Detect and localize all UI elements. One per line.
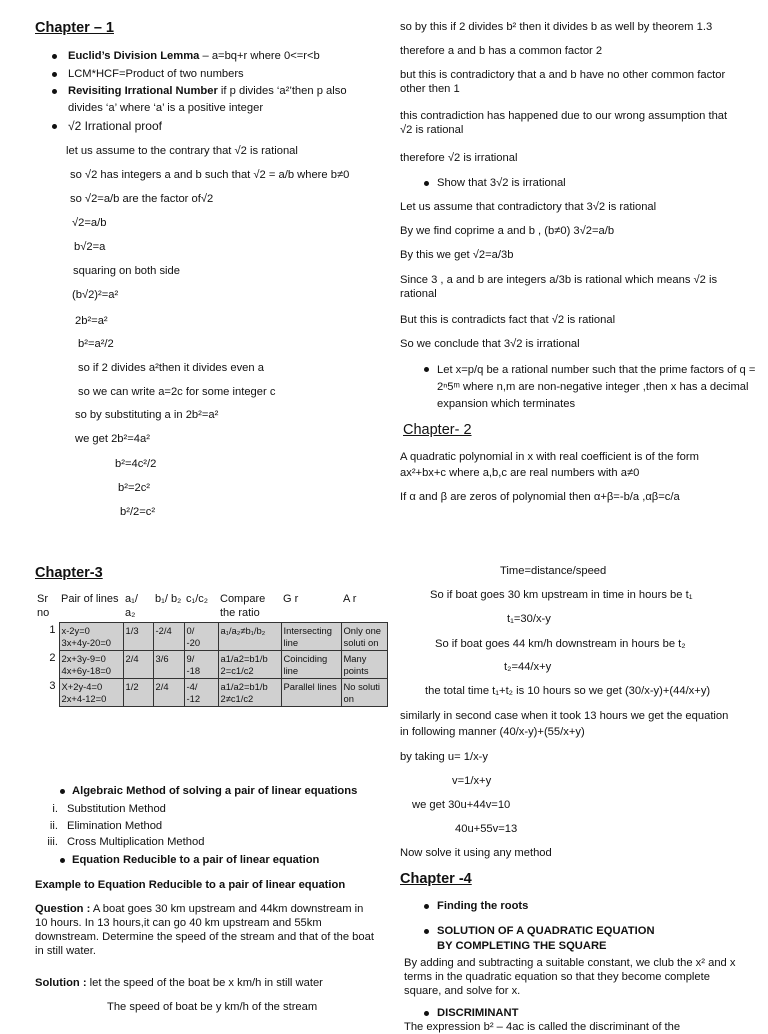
solution-line: The speed of boat be y km/h of the stream (107, 1001, 318, 1013)
boat-line: So if boat goes 30 km upstream in time in hours be t₁ (430, 589, 693, 601)
substitution-line: 40u+55v=13 (455, 823, 518, 835)
proof-line: So we conclude that 3√2 is irrational (400, 338, 580, 350)
proof-line: so √2=a/b are the factor of√2 (70, 193, 214, 205)
header-cell: Compare the ratio (220, 593, 266, 619)
bullet (52, 54, 57, 59)
chapter-1-heading: Chapter – 1 (35, 20, 114, 36)
b-ratio-cell: 3/6 (153, 651, 184, 679)
proof-line: b²/2=c² (120, 506, 156, 518)
bullet (52, 124, 57, 129)
proof-paragraph: Since 3 , a and b are integers a/3b is rational which means √2 is rational (400, 274, 718, 300)
compare-cell: a1/a2=b1/b 2≠c1/c2 (218, 679, 281, 707)
revisiting-irrational-item-cont: divides ‘a’ where ‘a’ is a positive integer (68, 102, 264, 114)
second-case-paragraph: similarly in second case when it took 13 hours we get the equation in following manner (40/x-y)+(55/x+y) (400, 710, 729, 738)
pair-cell: X+2y-4=0 2x+4-12=0 (59, 679, 123, 707)
chapter-3-heading: Chapter-3 (35, 565, 103, 581)
boat-line: Time=distance/speed (500, 565, 607, 577)
pair-cell: x-2y=0 3x+4y-20=0 (59, 623, 123, 651)
proof-line: we get 2b²=4a² (75, 433, 150, 445)
algebra-cell: Many points (341, 651, 387, 679)
list-number: iii. (47, 836, 58, 848)
proof-line: let us assume to the contrary that √2 is rational (66, 145, 298, 157)
header-cell: c₁/c₂ (186, 593, 209, 605)
a-ratio-cell: 1/2 (123, 679, 153, 707)
compare-cell: a₁/a₂≠b₁/b₂ (218, 623, 281, 651)
sr-cell: 2 (49, 651, 56, 664)
proof-line: (b√2)²=a² (72, 289, 119, 301)
bullet (60, 858, 65, 863)
proof-line: By we find coprime a and b , (b≠0) 3√2=a/b (400, 225, 615, 237)
linear-pairs-table (35, 590, 388, 707)
bullet (424, 904, 429, 909)
euclid-lemma-item: Euclid’s Division Lemma – a=bq+r where 0<=r<b (68, 50, 320, 62)
bullet (424, 367, 429, 372)
a-ratio-cell: 1/3 (123, 623, 153, 651)
header-cell: a₁/ a₂ (125, 593, 138, 619)
zeros-relation-line: If α and β are zeros of polynomial then α+β=-b/a ,αβ=c/a (400, 491, 680, 503)
proof-line: b√2=a (74, 241, 106, 253)
proof-line: so we can write a=2c for some integer c (78, 386, 276, 398)
discriminant-paragraph: The expression b² – 4ac is called the discriminant of the (404, 1021, 681, 1033)
proof-paragraph: but this is contradictory that a and b have no other common factor other then 1 (400, 69, 726, 95)
graph-cell: Intersecting line (281, 623, 341, 651)
pair-cell: 2x+3y-9=0 4x+6y-18=0 (59, 651, 123, 679)
method-item: Substitution Method (67, 803, 166, 815)
substitution-line: Now solve it using any method (400, 847, 552, 859)
proof-line: b²=4c²/2 (115, 458, 157, 470)
root2-proof-item: √2 Irrational proof (68, 119, 162, 133)
question-paragraph: Question : A boat goes 30 km upstream and 44km downstream in 10 hours. In 13 hours,it can go 40 km upstream and 55km downstream. Determine the speed of the stream and that of the boat in still water. (35, 903, 374, 957)
compare-cell: a1/a2=b1/b 2=c1/c2 (218, 651, 281, 679)
boat-line: So if boat goes 44 km/h downstream in hours be t₂ (435, 638, 686, 650)
c-ratio-cell: 0/ -20 (184, 623, 218, 651)
bullet (424, 929, 429, 934)
proof-line: √2=a/b (72, 217, 107, 229)
discriminant-item: DISCRIMINANT (437, 1007, 519, 1019)
c-ratio-cell: 9/ -18 (184, 651, 218, 679)
list-number: ii. (49, 820, 58, 832)
substitution-line: v=1/x+y (452, 775, 492, 787)
terminating-decimal-item: Let x=p/q be a rational number such that the prime factors of q = 2ⁿ5ᵐ where n,m are non-negative integer ,then x has a decimal expansion which terminates (437, 364, 756, 410)
boat-line: t₂=44/x+y (504, 661, 552, 673)
proof-line: therefore a and b has a common factor 2 (400, 45, 603, 57)
header-cell: A r (343, 593, 357, 605)
method-item: Cross Multiplication Method (67, 836, 205, 848)
graph-cell: Coinciding line (281, 651, 341, 679)
substitution-line: we get 30u+44v=10 (412, 799, 511, 811)
proof-line: b²=2c² (118, 482, 151, 494)
proof-line: so √2 has integers a and b such that √2 = a/b where b≠0 (70, 169, 350, 181)
reducible-equation-item: Equation Reducible to a pair of linear equation (72, 854, 320, 866)
graph-cell: Parallel lines (281, 679, 341, 707)
algebra-cell: Only one soluti on (341, 623, 387, 651)
finding-roots-item: Finding the roots (437, 900, 529, 912)
table-header-row (35, 590, 387, 623)
proof-line: But this is contradicts fact that √2 is rational (400, 314, 616, 326)
algebra-cell: No soluti on (341, 679, 387, 707)
proof-line: squaring on both side (73, 265, 180, 277)
table-row (35, 679, 387, 707)
header-cell: Pair of lines (61, 593, 119, 605)
sr-cell: 3 (49, 679, 56, 692)
bullet (52, 72, 57, 77)
algebraic-method-item: Algebraic Method of solving a pair of linear equations (72, 785, 358, 797)
b-ratio-cell: 2/4 (153, 679, 184, 707)
completing-square-item-cont: BY COMPLETING THE SQUARE (437, 940, 607, 952)
revisiting-irrational-item: Revisiting Irrational Number if p divides ‘a²’then p also (68, 85, 347, 97)
quadratic-polynomial-paragraph: A quadratic polynomial in x with real coefficient is of the form ax²+bx+c where a,b,c are real numbers with a≠0 (400, 451, 699, 479)
bullet (60, 789, 65, 794)
proof-line: 2b²=a² (75, 315, 108, 327)
boat-line: t₁=30/x-y (507, 613, 551, 625)
boat-line: the total time t₁+t₂ is 10 hours so we get (30/x-y)+(44/x+y) (425, 685, 711, 697)
table-row (35, 651, 387, 679)
proof-line: so if 2 divides a²then it divides even a (78, 362, 264, 374)
proof-line: Let us assume that contradictory that 3√2 is rational (400, 201, 657, 213)
header-cell: Sr no (37, 593, 50, 619)
show-irrational-item: Show that 3√2 is irrational (437, 177, 566, 189)
proof-line: b²=a²/2 (78, 338, 114, 350)
proof-line: so by substituting a in 2b²=a² (75, 409, 219, 421)
substitution-line: by taking u= 1/x-y (400, 751, 488, 763)
bullet (424, 1011, 429, 1016)
chapter-2-heading: Chapter- 2 (403, 422, 472, 438)
bullet (52, 89, 57, 94)
proof-line: so by this if 2 divides b² then it divides b as well by theorem 1.3 (400, 21, 713, 33)
chapter-4-heading: Chapter -4 (400, 871, 472, 887)
header-cell: b₁/ b₂ (155, 593, 182, 605)
a-ratio-cell: 2/4 (123, 651, 153, 679)
proof-line: therefore √2 is irrational (400, 152, 518, 164)
proof-paragraph: this contradiction has happened due to our wrong assumption that √2 is rational (400, 110, 728, 136)
method-item: Elimination Method (67, 820, 163, 832)
c-ratio-cell: -4/ -12 (184, 679, 218, 707)
solution-line: Solution : let the speed of the boat be x km/h in still water (35, 977, 323, 989)
completing-square-item: SOLUTION OF A QUADRATIC EQUATION (437, 925, 655, 937)
bullet (424, 181, 429, 186)
example-heading: Example to Equation Reducible to a pair of linear equation (35, 879, 346, 891)
table-row (35, 623, 387, 651)
list-number: i. (52, 803, 58, 815)
completing-square-paragraph: By adding and subtracting a suitable constant, we club the x² and x terms in the quadratic equation so that they become complete square, and solve for x. (404, 957, 736, 997)
lcm-hcf-item: LCM*HCF=Product of two numbers (68, 68, 244, 80)
header-cell: G r (283, 593, 299, 605)
b-ratio-cell: -2/4 (153, 623, 184, 651)
proof-line: By this we get √2=a/3b (400, 249, 514, 261)
sr-cell: 1 (49, 623, 56, 636)
